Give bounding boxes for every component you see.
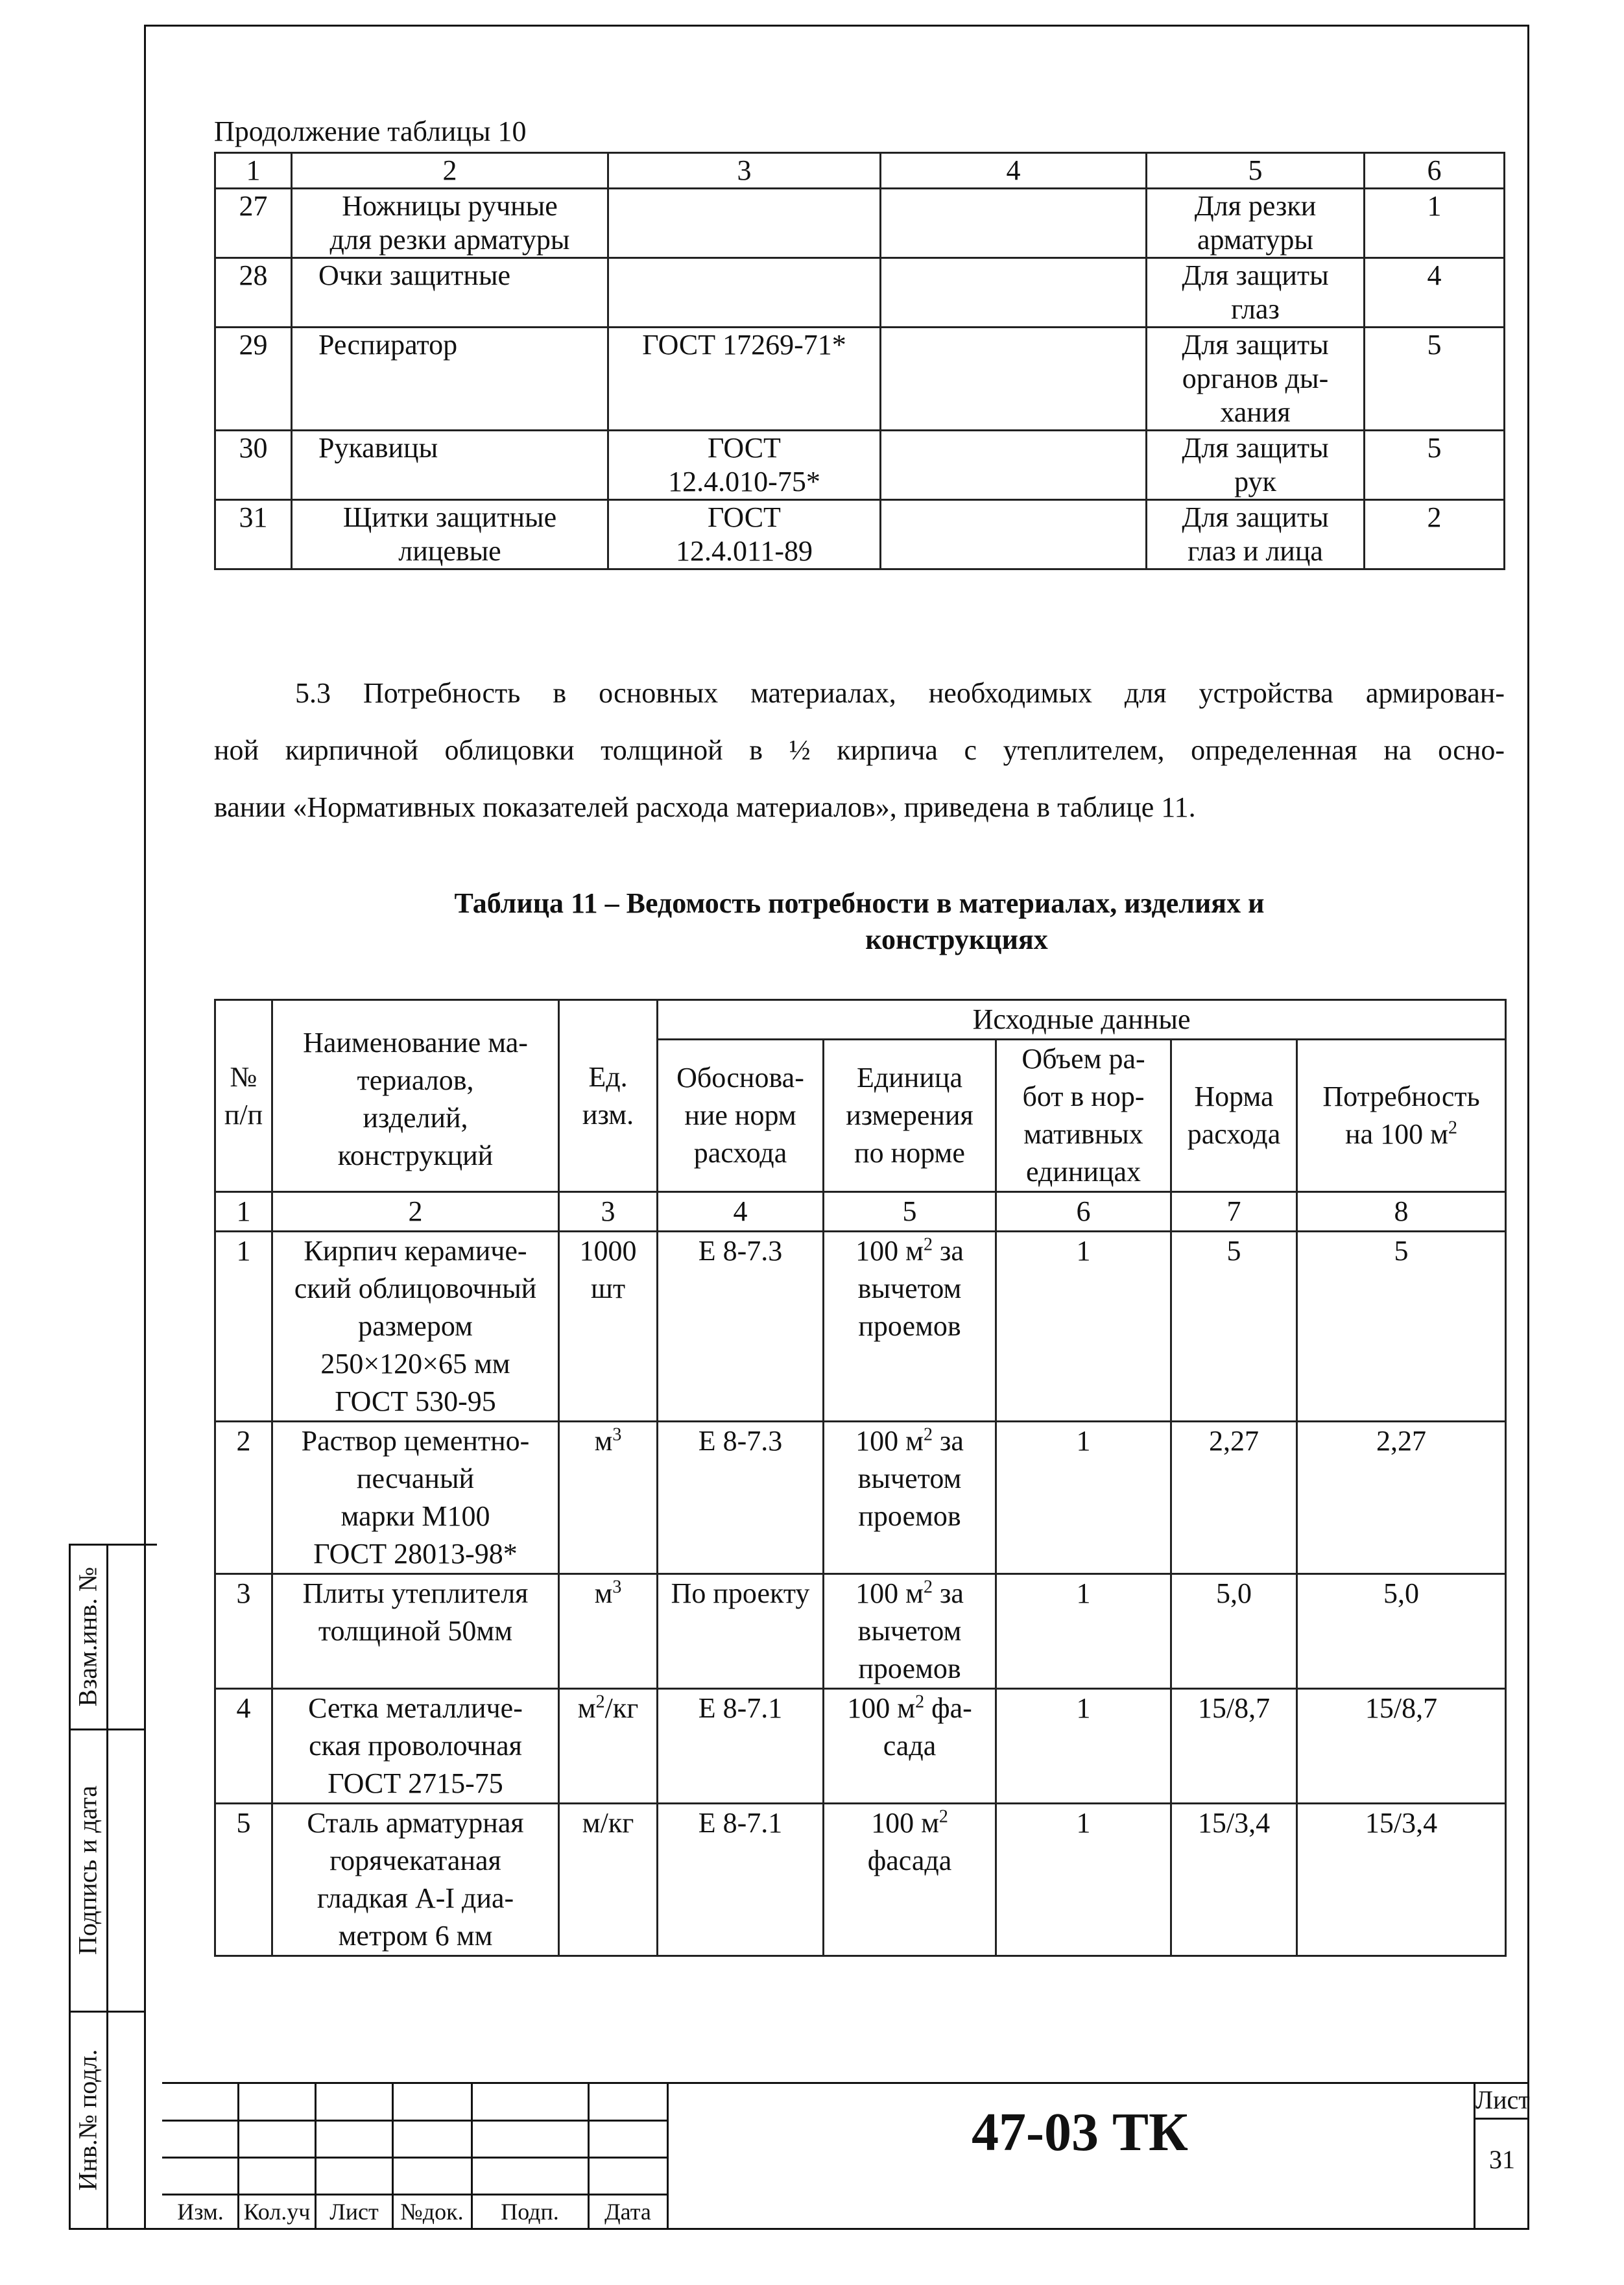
label-signature: Подп.: [501, 2199, 559, 2225]
item-qty: 5: [1365, 431, 1505, 500]
row-number: 29: [215, 328, 292, 431]
item-name: Респиратор: [292, 328, 608, 431]
item-purpose: Для защиты органов ды- хания: [1147, 328, 1365, 431]
rate: 2,27: [1171, 1422, 1297, 1574]
material-name: Сетка металличе- ская проволочная ГОСТ 2715-75: [272, 1689, 559, 1804]
material-unit: $м^3$: [559, 1574, 658, 1689]
table10-col-header: 3: [608, 153, 881, 189]
label-date: Дата: [604, 2199, 651, 2225]
item-qty: 1: [1365, 189, 1505, 258]
table11-title: Таблица 11 – Ведомость потребности в материалах, изделиях и конструкциях: [454, 887, 1265, 955]
paragraph-5-3: [214, 665, 1505, 836]
row-number: 27: [215, 189, 292, 258]
row-number: 5: [215, 1804, 272, 1956]
table10-caption: Продолжение таблицы 10: [214, 115, 527, 147]
paragraph-line: вании «Нормативных показателей расхода материалов», приведена в таблице 11.: [214, 791, 1196, 823]
material-name: Сталь арматурная горячекатаная гладкая А-I диа- метром 6 мм: [272, 1804, 559, 1956]
row-number: 1: [215, 1232, 272, 1422]
table11-col-numbers: 1 2 3 4 5 6 7 8: [215, 1192, 1506, 1232]
row-number: 28: [215, 258, 292, 328]
header-group: Исходные данные: [658, 1000, 1506, 1040]
header-need: Потребность на 100 $м^2$: [1297, 1040, 1506, 1192]
material-name: Кирпич керамиче- ский облицовочный размером 250×120×65 мм ГОСТ 530-95: [272, 1232, 559, 1422]
need: 2,27: [1297, 1422, 1506, 1574]
table10-col-header: 1: [215, 153, 292, 189]
stamp-replace-inv: Взам.инв. №: [73, 1566, 102, 1707]
norm-unit: 100 $м^2$ за вычетом проемов: [824, 1574, 996, 1689]
item-name: Рукавицы: [292, 431, 608, 500]
table-row: [215, 1422, 1506, 1574]
material-unit: $м^3$: [559, 1422, 658, 1574]
item-purpose: Для защиты глаз: [1147, 258, 1365, 328]
item-qty: 4: [1365, 258, 1505, 328]
paragraph-line: 5.3 Потребность в основных материалах, необходимых для устройства армирован-: [295, 677, 1505, 709]
item-col4: [881, 328, 1147, 431]
header-unit: Ед. изм.: [559, 1000, 658, 1192]
item-qty: 5: [1365, 328, 1505, 431]
norm-unit: 100 $м^2$ фасада: [824, 1804, 996, 1956]
frame-top: [144, 25, 1529, 27]
norm-unit: 100 $м^2$ за вычетом проемов: [824, 1232, 996, 1422]
rate: 15/8,7: [1171, 1689, 1297, 1804]
frame-left: [144, 25, 146, 2230]
need: 15/8,7: [1297, 1689, 1506, 1804]
table10-col-header: 4: [881, 153, 1147, 189]
row-number: 30: [215, 431, 292, 500]
need: 5,0: [1297, 1574, 1506, 1689]
material-name: Раствор цементно- песчаный марки М100 ГОСТ 28013-98*: [272, 1422, 559, 1574]
frame-right: [1527, 25, 1529, 2230]
norm-unit: 100 $м^2$ фа- сада: [824, 1689, 996, 1804]
item-col4: [881, 431, 1147, 500]
basis: Е 8-7.3: [658, 1232, 824, 1422]
label-change: Изм.: [177, 2199, 224, 2225]
material-unit: 1000 шт: [559, 1232, 658, 1422]
basis: Е 8-7.1: [658, 1689, 824, 1804]
item-col4: [881, 500, 1147, 569]
basis: Е 8-7.3: [658, 1422, 824, 1574]
header-name: Наименование ма- териалов, изделий, конструкций: [272, 1000, 559, 1192]
item-col4: [881, 258, 1147, 328]
item-name: Щитки защитные лицевые: [292, 500, 608, 569]
table-row: [215, 258, 1505, 328]
item-purpose: Для защиты рук: [1147, 431, 1365, 500]
label-doc-number: №док.: [400, 2199, 464, 2225]
table11-header-row: [215, 1000, 1506, 1040]
item-col4: [881, 189, 1147, 258]
table-row: [215, 328, 1505, 431]
rate: 5: [1171, 1232, 1297, 1422]
volume: 1: [996, 1689, 1171, 1804]
basis: По проекту: [658, 1574, 824, 1689]
header-num: № п/п: [215, 1000, 272, 1192]
table-row: [215, 1574, 1506, 1689]
sheet-number: 31: [1489, 2145, 1515, 2174]
table-row: [215, 1689, 1506, 1804]
header-norm-unit: Единица измерения по норме: [824, 1040, 996, 1192]
table10-col-header: 6: [1365, 153, 1505, 189]
label-count: Кол.уч: [243, 2199, 311, 2225]
norm-unit: 100 $м^2$ за вычетом проемов: [824, 1422, 996, 1574]
item-gost: ГОСТ 17269-71*: [608, 328, 881, 431]
item-gost: [608, 189, 881, 258]
frame-bottom: [69, 2228, 1529, 2230]
header-rate: Норма расхода: [1171, 1040, 1297, 1192]
basis: Е 8-7.1: [658, 1804, 824, 1956]
table-row: [215, 1804, 1506, 1956]
table-row: [215, 189, 1505, 258]
item-gost: ГОСТ 12.4.011-89: [608, 500, 881, 569]
item-gost: [608, 258, 881, 328]
table10: [214, 152, 1505, 570]
volume: 1: [996, 1422, 1171, 1574]
sheet-label: Лист: [1475, 2085, 1530, 2114]
label-sheet: Лист: [329, 2199, 379, 2225]
material-unit: м/кг: [559, 1804, 658, 1956]
document-code: 47-03 ТК: [972, 2102, 1188, 2162]
row-number: 31: [215, 500, 292, 569]
item-qty: 2: [1365, 500, 1505, 569]
table10-header-row: [215, 153, 1505, 189]
material-unit: $м^2/кг$: [559, 1689, 658, 1804]
rate: 15/3,4: [1171, 1804, 1297, 1956]
item-purpose: Для резки арматуры: [1147, 189, 1365, 258]
need: 15/3,4: [1297, 1804, 1506, 1956]
table10-col-header: 2: [292, 153, 608, 189]
volume: 1: [996, 1574, 1171, 1689]
table11: [214, 999, 1507, 1957]
stamp-inv-original: Инв.№ подл.: [73, 2049, 102, 2191]
material-name: Плиты утеплителя толщиной 50мм: [272, 1574, 559, 1689]
table-row: [215, 500, 1505, 569]
header-basis: Обоснова- ние норм расхода: [658, 1040, 824, 1192]
row-number: 3: [215, 1574, 272, 1689]
row-number: 2: [215, 1422, 272, 1574]
rate: 5,0: [1171, 1574, 1297, 1689]
stamp-signature-date: Подпись и дата: [73, 1785, 102, 1956]
table-row: [215, 1232, 1506, 1422]
need: 5: [1297, 1232, 1506, 1422]
header-volume: Объем ра- бот в нор- мативных единицах: [996, 1040, 1171, 1192]
row-number: 4: [215, 1689, 272, 1804]
table10-col-header: 5: [1147, 153, 1365, 189]
volume: 1: [996, 1232, 1171, 1422]
item-name: Очки защитные: [292, 258, 608, 328]
table-row: [215, 431, 1505, 500]
item-purpose: Для защиты глаз и лица: [1147, 500, 1365, 569]
item-gost: ГОСТ 12.4.010-75*: [608, 431, 881, 500]
volume: 1: [996, 1804, 1171, 1956]
paragraph-line: ной кирпичной облицовки толщиной в ½ кирпича с утеплителем, определенная на осно-: [214, 734, 1505, 766]
item-name: Ножницы ручные для резки арматуры: [292, 189, 608, 258]
